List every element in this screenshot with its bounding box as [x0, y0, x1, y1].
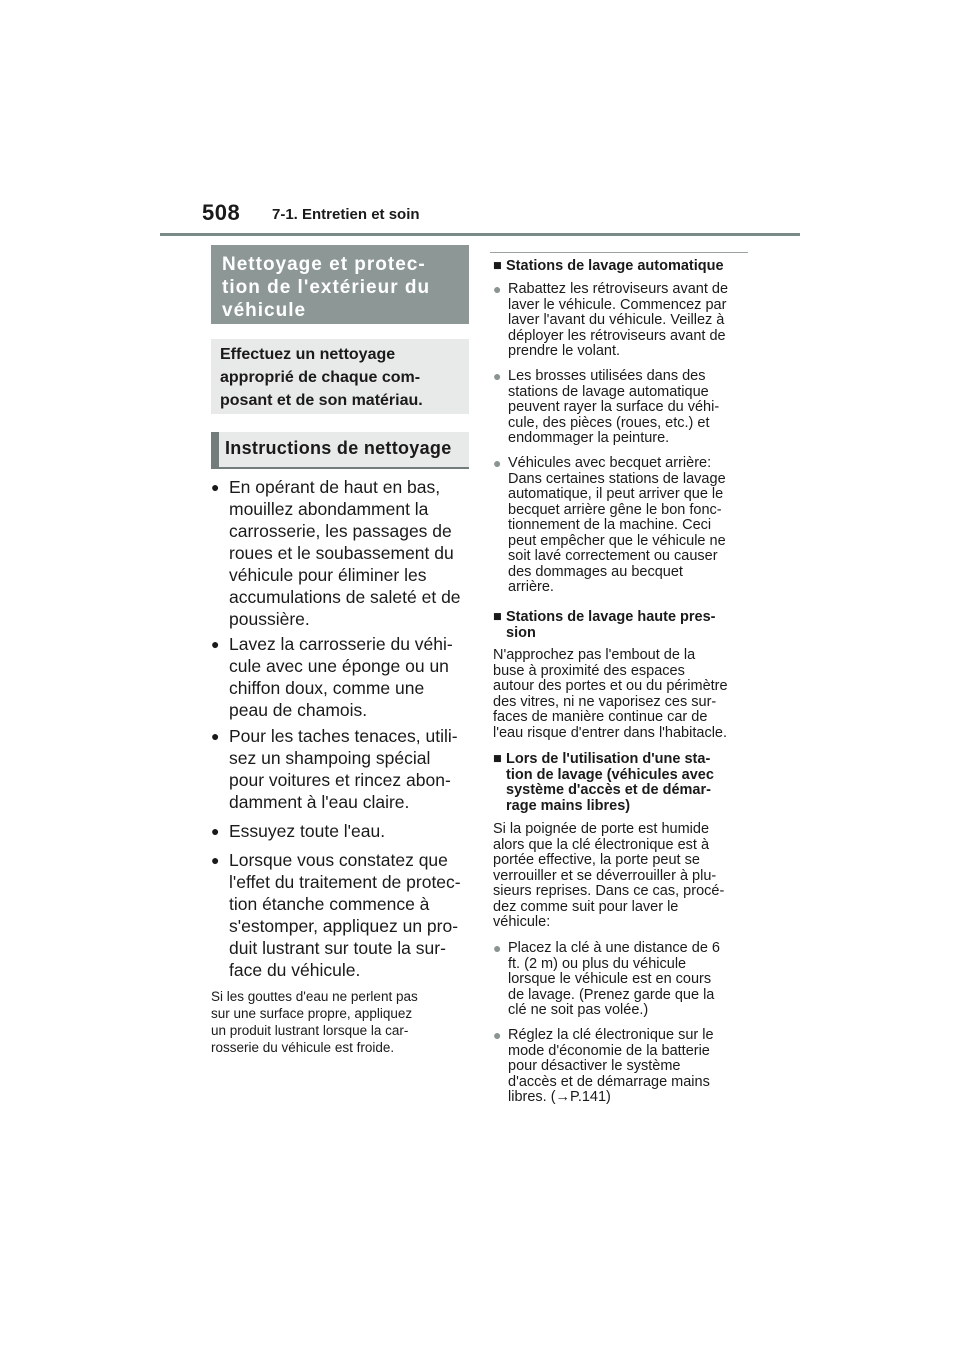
wax-note: Si les gouttes d'eau ne perlent pas sur une surface propre, appliquez un produit lustrant lorsque la car- rosserie du véhicule est froide.	[211, 989, 418, 1055]
bullet-text: Placez la clé à une distance de 6 ft. (2 m) ou plus du véhicule lorsque le véhicule est en cours de lavage. (Prenez garde que la clé ne soit pas volée.)	[508, 940, 720, 1018]
heading-accent-bar	[211, 432, 219, 468]
heading-text: Stations de lavage haute pres- sion	[506, 609, 716, 641]
bullet-dot-icon: ●	[493, 1027, 502, 1043]
square-bullet-icon: ■	[493, 609, 502, 625]
page-number: 508	[202, 200, 241, 225]
bullet-text: En opérant de haut en bas, mouillez abondamment la carrosserie, les passages de roues et le soubassement du véhicule pour éliminer les accumulations de saleté et de poussière.	[229, 477, 461, 629]
column-divider	[490, 252, 748, 253]
square-bullet-icon: ■	[493, 258, 502, 274]
intro-box	[211, 339, 469, 414]
instructions-heading: Instructions de nettoyage	[225, 438, 452, 458]
header-divider	[160, 233, 800, 236]
bullet-dot-icon: ●	[211, 479, 220, 495]
bullet-text: Lorsque vous constatez que l'effet du traitement de protec- tion étanche commence à s'estomper, appliquez un pro- duit lustrant sur toute la sur- face du véhicule.	[229, 850, 461, 980]
high-pressure-wash-text: N'approchez pas l'embout de la buse à proximité des espaces autour des portes et ou du périmètre des vitres, ni ne vaporisez ces sur- faces de manière continue car de l'eau risque d'entrer dans l'habitacle.	[493, 647, 728, 741]
bullet-text: Rabattez les rétroviseurs avant de laver le véhicule. Commencez par laver l'avant du véhicule. Veillez à déployer les rétroviseurs avant de prendre le volant.	[508, 281, 729, 359]
chapter-title: Nettoyage et protec- tion de l'extérieur du véhicule	[222, 254, 431, 321]
bullet-text: Réglez la clé électronique sur le mode d'économie de la batterie pour désactiver le système d'accès et de démarrage mains libres. (→P.141)	[508, 1027, 714, 1105]
section-title: 7-1. Entretien et soin	[272, 206, 420, 223]
heading-text: Stations de lavage automatique	[506, 258, 724, 274]
heading-text: Lors de l'utilisation d'une sta- tion de lavage (véhicules avec système d'accès et de démar- rage mains libres)	[506, 751, 714, 814]
bullet-dot-icon: ●	[211, 728, 220, 744]
bullet-text: Les brosses utilisées dans des stations de lavage automatique peuvent rayer la surface du véhi- cule, des pièces (roues, etc.) et endommager la peinture.	[508, 368, 720, 446]
bullet-dot-icon: ●	[211, 636, 220, 652]
smart-key-wash-text: Si la poignée de porte est humide alors que la clé électronique est à portée effective, la porte peut se verrouiller et se déverrouiller à plu- sieurs reprises. Dans ce cas, procé- dez comme suit pour laver le véhicule:	[493, 821, 725, 930]
bullet-text: Essuyez toute l'eau.	[229, 821, 386, 841]
square-bullet-icon: ■	[493, 751, 502, 767]
instructions-heading-box	[211, 432, 469, 468]
chapter-title-box	[211, 245, 469, 324]
bullet-dot-icon: ●	[211, 852, 220, 868]
heading-underline	[211, 467, 469, 469]
bullet-dot-icon: ●	[211, 823, 220, 839]
bullet-text: Pour les taches tenaces, utili- sez un shampoing spécial pour voitures et rincez abon- damment à l'eau claire.	[229, 726, 458, 812]
intro-text: Effectuez un nettoyage approprié de chaque com- posant et de son matériau.	[220, 346, 423, 409]
bullet-text: Véhicules avec becquet arrière: Dans certaines stations de lavage automatique, il peut arriver que le becquet arrière gêne le bon fonc- tionnement de la machine. Ceci peut empêcher que le véhicule ne soit lavé correctement ou causer des dommages au becquet arrière.	[508, 455, 726, 595]
bullet-dot-icon: ●	[493, 940, 502, 956]
bullet-dot-icon: ●	[493, 368, 502, 384]
bullet-dot-icon: ●	[493, 281, 502, 297]
bullet-text: Lavez la carrosserie du véhi- cule avec une éponge ou un chiffon doux, comme une peau de chamois.	[229, 634, 453, 720]
bullet-dot-icon: ●	[493, 455, 502, 471]
